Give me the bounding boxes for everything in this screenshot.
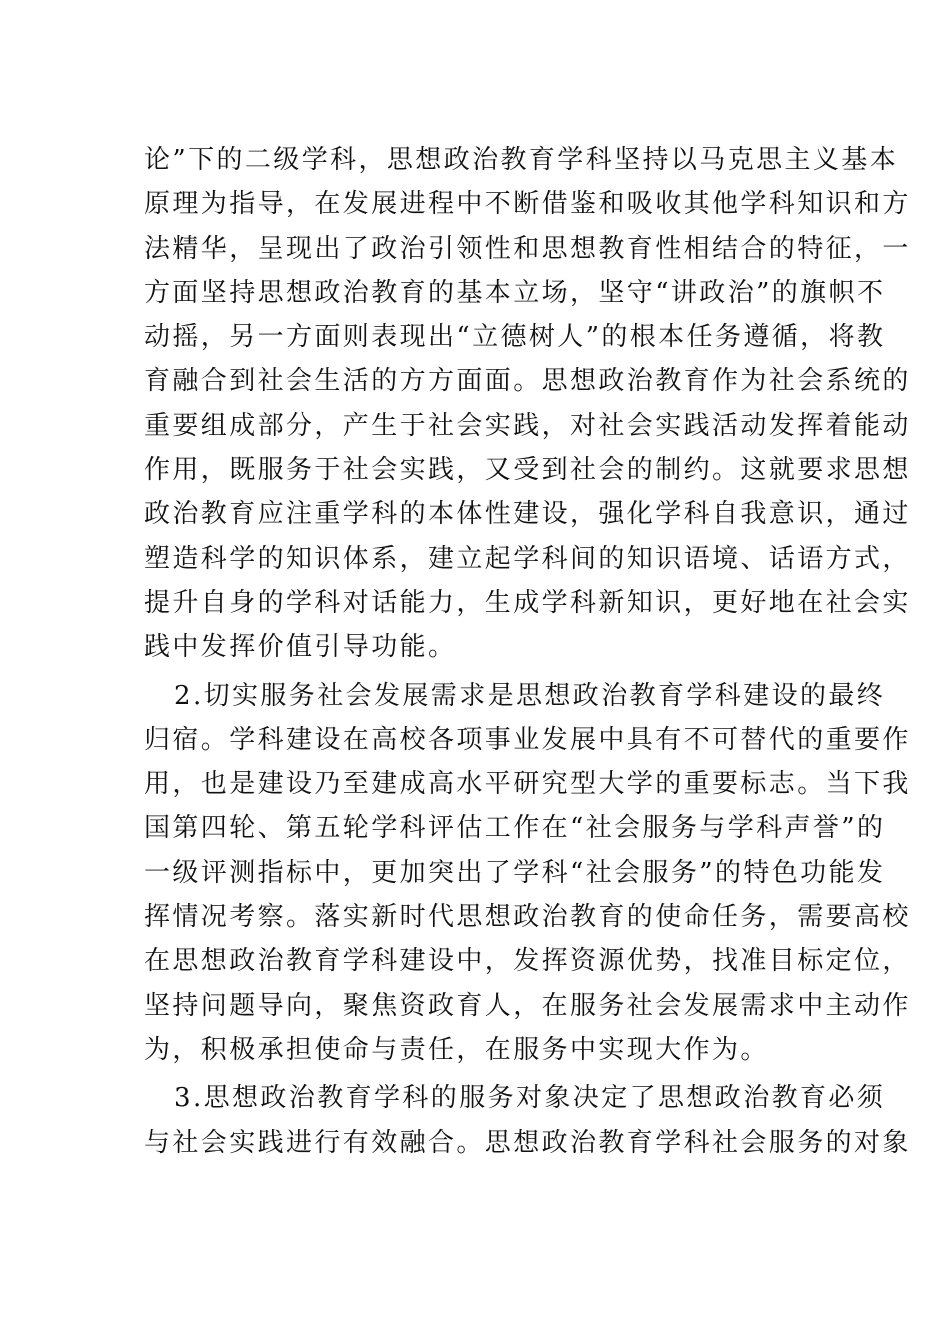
text-line: 动摇，另一方面则表现出“立德树人”的根本任务遵循，将教 — [144, 322, 886, 353]
text-line: 一级评测指标中，更加突出了学科“社会服务”的特色功能发 — [144, 857, 886, 888]
paragraph-2 — [144, 674, 911, 1073]
paragraph-3 — [144, 1076, 911, 1165]
text-line: 方面坚持思想政治教育的基本立场，坚守“讲政治”的旗帜不 — [144, 277, 886, 308]
text-line: 归宿。学科建设在高校各项事业发展中具有不可替代的重要作 — [144, 724, 911, 755]
text-line: 为，积极承担使命与责任，在服务中实现大作为。 — [144, 1034, 769, 1065]
text-line: 在思想政治教育学科建设中，发挥资源优势，找准目标定位， — [144, 946, 911, 977]
text-line: 法精华，呈现出了政治引领性和思想教育性相结合的特征，一 — [144, 233, 911, 264]
text-line: 2.切实服务社会发展需求是思想政治教育学科建设的最终 — [174, 680, 886, 711]
text-line: 重要组成部分，产生于社会实践，对社会实践活动发挥着能动 — [144, 410, 911, 441]
text-line: 论”下的二级学科，思想政治教育学科坚持以马克思主义基本 — [144, 145, 899, 175]
text-line: 作用，既服务于社会实践，又受到社会的制约。这就要求思想 — [144, 455, 911, 486]
text-line: 与社会实践进行有效融合。思想政治教育学科社会服务的对象 — [144, 1127, 911, 1158]
body-text — [144, 138, 911, 1165]
text-line: 原理为指导，在发展进程中不断借鉴和吸收其他学科知识和方 — [144, 189, 911, 220]
text-line: 挥情况考察。落实新时代思想政治教育的使命任务，需要高校 — [144, 902, 911, 933]
text-line: 政治教育应注重学科的本体性建设，强化学科自我意识，通过 — [144, 499, 911, 530]
text-line: 育融合到社会生活的方方面面。思想政治教育作为社会系统的 — [144, 366, 911, 397]
text-line: 践中发挥价值引导功能。 — [144, 632, 457, 663]
text-line: 用，也是建设乃至建成高水平研究型大学的重要标志。当下我 — [144, 769, 911, 800]
text-line: 提升自身的学科对话能力，生成学科新知识，更好地在社会实 — [144, 587, 911, 618]
text-line: 塑造科学的知识体系，建立起学科间的知识语境、话语方式， — [144, 543, 911, 574]
text-line: 国第四轮、第五轮学科评估工作在“社会服务与学科声誉”的 — [144, 813, 886, 844]
text-line: 坚持问题导向，聚焦资政育人，在服务社会发展需求中主动作 — [144, 990, 911, 1021]
text-line: 3.思想政治教育学科的服务对象决定了思想政治教育必须 — [174, 1083, 886, 1114]
paragraph-1 — [144, 138, 911, 670]
